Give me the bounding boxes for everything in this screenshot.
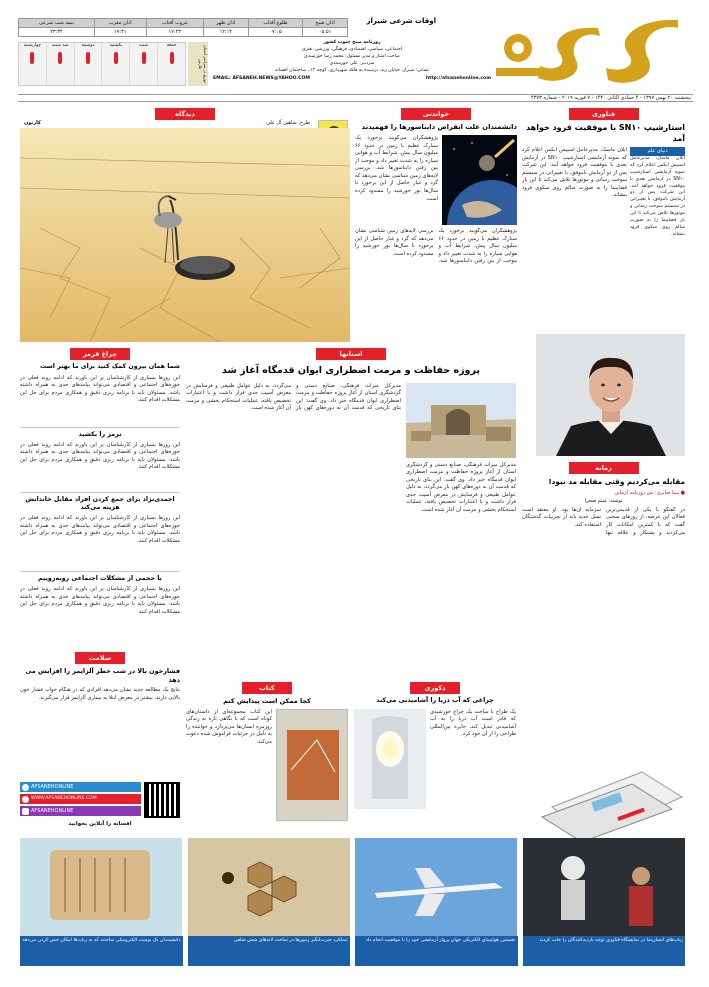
book-article — [186, 682, 348, 832]
prayer-value: ۱۲:۱۴ — [203, 28, 248, 37]
thermometer-icon — [142, 52, 146, 64]
qr-code — [144, 782, 180, 818]
thermometer-icon — [30, 52, 34, 64]
redlight-body: این روزها بسیاری از کارشناسان بر این باورند که ادامه روند فعلی در حوزه‌های اجتماعی و اقتصادی می‌تواند پیامدهای جدی به همراه داشته باشد. مسئولان باید با برنامه ریزی دقیق و همکاری مردم برای حل این مشکلات اقدام کنند. — [20, 586, 180, 615]
tech-body-col: ایلان ماسک، مدیرعامل اسپیس ایکس اعلام کرد که نمونه آزمایشی استارشیپ SN۱۰ در آزمایش بعدی با موفقیت فرود خواهد آمد. این شرکت پس از دو آزمایش ناموفق، با تغییراتی در سیستم سوخت رسانی و موتورها تلاش می‌کند تا این بار فضاپیما را به صورت سالم روی سکوی فرود بنشاند. — [630, 155, 685, 238]
airplane-photo — [355, 838, 518, 936]
electronic-skin-photo — [20, 838, 183, 936]
telegram-icon — [22, 784, 29, 791]
cartoon-credit: طرح: شاهین آل علی — [266, 120, 310, 126]
social-links — [20, 782, 180, 832]
prayer-head: اذان ظهر — [203, 19, 248, 28]
section-tag: دیدگاه — [155, 108, 215, 120]
section-tag: خواندنی — [401, 108, 471, 120]
section-tag: کتاب — [242, 682, 292, 694]
logo — [488, 18, 693, 94]
cartoon-side-label: کارتون — [24, 120, 41, 126]
cartoon-illustration — [20, 128, 350, 342]
society-article — [522, 462, 685, 842]
prayer-head: اذان صبح — [303, 19, 348, 28]
redlight-headline-2: ترمز را بکشید — [78, 430, 122, 438]
prayer-value: ۱۷:۲۳ — [146, 28, 203, 37]
tech-sidebar — [630, 147, 685, 352]
prayer-head: طلوع آفتاب — [248, 19, 303, 28]
health-article — [20, 652, 180, 778]
heritage-body-col: مدیرکل میراث فرهنگی، صنایع دستی و گردشگری استان از آغاز پروژه حفاظت و مرمت اضطراری ایوان قدمگاه خبر داد. وی گفت: این بنای تاریخی که قدمت آن به دوره‌های کهن باز می‌گردد، به دلیل عوامل طبیعی و فرسایش در معرض آسیب جدی قرار داشت و با اعتبارات تخصیص یافته، عملیات استحکام بخشی و مرمت آن آغاز شده است. — [406, 461, 516, 513]
redlight-body: این روزها بسیاری از کارشناسان بر این باورند که ادامه روند فعلی در حوزه‌های اجتماعی و اقتصادی می‌تواند پیامدهای جدی به همراه داشته باشد. مسئولان باید با برنامه ریزی دقیق و همکاری مردم برای حل این مشکلات اقدام کنند. — [20, 441, 180, 471]
prayer-value: ۱۷:۴۱ — [94, 28, 146, 37]
prayer-value: ۲۳:۳۴ — [19, 28, 95, 37]
heritage-body-col: مدیرکل میراث فرهنگی، صنایع دستی و گردشگری استان از آغاز پروژه حفاظت و مرمت اضطراری ایوان قدمگاه خبر داد. وی گفت: این بنای تاریخی که قدمت آن به دوره‌های کهن باز می‌گردد، به دلیل عوامل طبیعی و فرسایش در معرض آسیب جدی قرار داشت و با اعتبارات تخصیص یافته، عملیات استحکام بخشی و مرمت آن آغاز شده است. — [186, 382, 401, 412]
redlight-body: این روزها بسیاری از کارشناسان بر این باورند که ادامه روند فعلی در حوزه‌های اجتماعی و اقتصادی می‌تواند پیامدهای جدی به همراه داشته باشد. مسئولان باید با برنامه ریزی دقیق و همکاری مردم برای حل این مشکلات اقدام کنند. — [20, 374, 180, 404]
forecast-day: سه شنبه — [47, 43, 75, 85]
redlight-headline-4: با حجمی از مشکلات اجتماعی روبه‌روییم — [38, 575, 162, 583]
bottom-strip — [20, 838, 685, 966]
knowledge-headline: دانشمندان علت انقراض دایناسورها را فهمیدند — [361, 123, 517, 132]
tech-body-col: ایلان ماسک، مدیرعامل اسپیس ایکس اعلام کرد که نمونه آزمایشی استارشیپ SN۱۰ در آزمایش بعدی با موفقیت فرود خواهد آمد. این شرکت پس از دو آزمایش ناموفق، با تغییراتی در سیستم سوخت رسانی و موتورها تلاش می‌کند تا این بار فضاپیما را به صورت سالم روی سکوی فرود بنشاند. — [522, 147, 627, 199]
health-headline: فشارخون بالا در شب خطر آلزایمر را افزایش می دهد — [25, 667, 180, 684]
instagram-icon — [22, 808, 29, 815]
instagram-link[interactable]: AFSANEHONLINE — [20, 806, 141, 816]
ruins-photo — [406, 383, 516, 458]
book-cover — [276, 709, 348, 821]
photo-card — [523, 838, 686, 966]
thermometer-icon — [58, 52, 62, 64]
photo-caption: عملکرد حیرت‌انگیز زنبورها در ساخت لانه‌های شش ضلعی — [188, 936, 351, 966]
forecast-day: یکشنبه — [102, 43, 130, 85]
prayer-head: غروب آفتاب — [146, 19, 203, 28]
address: نشانی: شیراز، خیابان زند، نرسیده به فلکه شهرداری، کوچه ۱۲ ، ساختمان افسانه — [274, 67, 430, 73]
side-note: توزیع در سراسر استان فارس — [188, 42, 208, 86]
robot-photo — [523, 838, 686, 936]
photo-caption: دانشمندان یک پوست الکترونیکی ساختند که به ربات‌ها امکان حس کردن می‌دهد — [20, 936, 183, 966]
heritage-article — [186, 348, 516, 676]
newspapers-photo — [522, 762, 685, 842]
design-article — [354, 682, 516, 832]
website-link[interactable]: WWW.AFSANEHONLINE.COM — [20, 794, 141, 804]
book-headline: کجا ممکن است پیدایش کنم — [223, 697, 311, 706]
globe-icon — [22, 796, 29, 803]
tech-article — [522, 108, 685, 456]
heritage-headline: پروژه حفاظت و مرمت اضطراری ایوان قدمگاه آغاز شد — [222, 365, 480, 377]
photo-card — [20, 838, 183, 966]
photo-card — [188, 838, 351, 966]
redlight-headline-3: احمدی‌نژاد برای جمع کردن افراد مقابل خاندانش هزینه می‌کند — [25, 495, 175, 511]
photo-caption: نخستین هواپیمای الکتریکی جهان پرواز آزمایشی خود را با موفقیت انجام داد — [355, 936, 518, 966]
knowledge-body-col: پژوهشگران می‌گویند برخورد یک سیارک عظیم با زمین در حدود ۶۶ میلیون سال پیش، شرایط آب و هوایی سیاره را به شدت تغییر داد و موجب از بین رفتن دایناسورها شد. بررسی لایه‌های زمین شناسی نشان می‌دهد که گرد و غبار حاصل از این برخورد تا سال‌ها نور خورشید را مسدود کرده است. — [355, 135, 438, 202]
thermometer-icon — [114, 52, 118, 64]
lamp-photo — [354, 709, 426, 809]
cartoon-box — [20, 108, 350, 342]
redlight-column — [20, 348, 180, 646]
society-author: نوشته: میثم صحرا — [584, 498, 623, 505]
prayer-title: اوقات شرعی شیراز — [366, 17, 436, 25]
prayer-head: اذان مغرب — [94, 19, 146, 28]
prayer-head: نیمه شب شرعی — [19, 19, 95, 28]
prayer-value: ۰۷:۰۵ — [248, 28, 303, 37]
design-body: یک طراح با ساخت یک چراغ خورشیدی که قادر است آب دریا را به آب آشامیدنی تبدیل کند، جایزه بین‌المللی طراحی را از آن خود کرد. — [430, 708, 516, 738]
health-body: نتایج یک مطالعه جدید نشان می‌دهد افرادی که در هنگام خواب فشار خون بالایی دارند، بیشتر در معرض ابتلا به بیماری آلزایمر قرار می‌گیرند. — [20, 687, 180, 701]
redlight-headline-1: شما همان بیرون کمک کنید برای ما بهتر است — [39, 363, 180, 371]
society-headline: مقابله می‌کردیم وقتی مقابله مد نبود! — [548, 477, 685, 487]
bee-nest-photo — [188, 838, 351, 936]
telegram-link[interactable]: AFSANEHONLINE — [20, 782, 141, 792]
info-line: روزنامه صبح جنوب کشور — [323, 40, 381, 45]
forecast-day: شنبه — [130, 43, 158, 85]
masthead — [18, 18, 693, 94]
photo-caption: ربات‌های انسان‌نما در نمایشگاه فناوری توجه بازدیدکنندگان را جلب کردند — [523, 936, 686, 966]
email-link[interactable]: EMAIL: AFSANEH.NEWS@YAHOO.COM — [213, 76, 311, 82]
portrait-photo — [536, 334, 685, 456]
prayer-table — [18, 17, 436, 37]
forecast-day: دوشنبه — [75, 43, 103, 85]
info-line: صاحب امتیاز و مدیر مسئول: محمد رضا خورسندی — [304, 53, 400, 59]
photo-card — [355, 838, 518, 966]
society-subhead: ● مینا صابری: من روزنامه آزمایی — [614, 489, 685, 496]
info-line: سردبیر: علی خورسندی — [329, 60, 375, 66]
design-headline: چراغی که آب دریا را آشامیدنی می‌کند — [376, 697, 494, 705]
forecast-day: چهارشنبه — [19, 43, 47, 85]
thermometer-icon — [86, 52, 90, 64]
logo-mark — [488, 18, 693, 94]
social-caption: افسانه را آنلاین بخوانید — [68, 821, 132, 827]
book-body: این کتاب مجموعه‌ای از داستان‌های کوتاه است که با نگاهی تازه به زندگی روزمره انسان‌ها می‌پردازد و خواننده را به تأمل در جزئیات فراموش شده دعوت می‌کند. — [186, 708, 272, 745]
forecast-day: جمعه — [158, 43, 185, 85]
date-strip: پنجشنبه ۲۰ بهمن ۱۳۹۷ - ۴ جمادی الثانی ۱۴۴۰ - ۷ فوریه ۲۰۱۹ - شماره ۴۳۷۳ — [18, 94, 693, 102]
redlight-body: این روزها بسیاری از کارشناسان بر این باورند که ادامه روند فعلی در حوزه‌های اجتماعی و اقتصادی می‌تواند پیامدهای جدی به همراه داشته باشد. مسئولان باید با برنامه ریزی دقیق و همکاری مردم برای حل این مشکلات اقدام کنند. — [20, 515, 180, 544]
asteroid-image — [442, 135, 517, 225]
info-line: اجتماعی، سیاسی، اقتصادی، فرهنگی، ورزشی، هنری — [301, 46, 403, 52]
knowledge-body-col: پژوهشگران می‌گویند برخورد یک سیارک عظیم با زمین در حدود ۶۶ میلیون سال پیش، شرایط آب و هوایی سیاره را به شدت تغییر داد و موجب از بین رفتن دایناسورها شد. بررسی لایه‌های زمین شناسی نشان می‌دهد که گرد و غبار حاصل از این برخورد تا سال‌ها نور خورشید را مسدود کرده است. — [355, 228, 517, 265]
section-tag: سلامت — [75, 652, 125, 664]
section-tag: فناوری — [569, 108, 639, 120]
masthead-info — [213, 40, 491, 83]
weather-forecast — [18, 42, 186, 86]
logo-text — [620, 38, 623, 39]
section-tag: زمانه — [569, 462, 639, 474]
prayer-value: ۰۵:۵۱ — [303, 28, 348, 37]
section-tag: چراغ قرمز — [70, 348, 130, 360]
sidebar-head: دنیای علم — [630, 147, 685, 156]
society-body: در گفتگو با یکی از قدیمی‌ترین فعالان این عرصه، از روزهای سختی گفت که با کمترین امکانات کار می‌کردند و پشتکار و علاقه تنها سرمایه آن‌ها بود. او معتقد است نسل جدید باید از تجربیات گذشتگان استفاده کند. — [522, 506, 685, 536]
thermometer-icon — [170, 52, 174, 64]
section-tag: دکوری — [410, 682, 460, 694]
section-tag: استانها — [316, 348, 386, 360]
site-link[interactable]: http://afsanehonline.com — [425, 76, 491, 82]
tech-headline: استارشیپ SN۱۰ با موفقیت فرود خواهد آمد — [526, 123, 685, 143]
